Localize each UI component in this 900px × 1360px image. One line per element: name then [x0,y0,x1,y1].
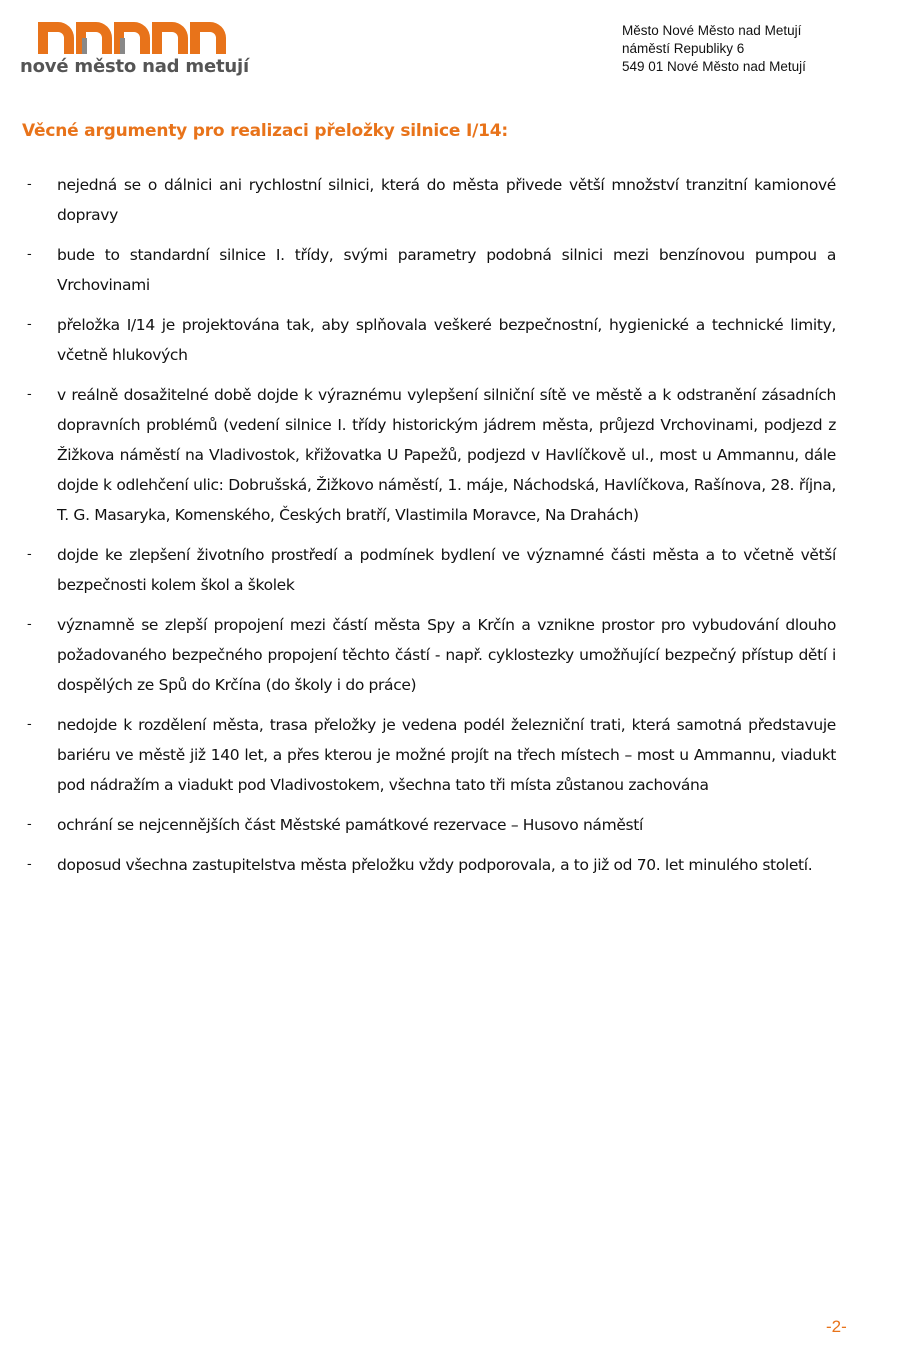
logo [20,18,260,80]
list-item [22,170,836,230]
list-item [22,850,836,880]
list-item-text: bude to standardní silnice I. třídy, svými parametry podobná silnici mezi benzínovou pumpou a Vrchovinami [57,246,836,294]
list-item-text: ochrání se nejcennějších část Městské památkové rezervace – Husovo náměstí [57,816,643,834]
address-line: Město Nové Město nad Metují [622,23,802,38]
list-item-text: dojde ke zlepšení životního prostředí a podmínek bydlení ve významné části města a to včetně větší bezpečnosti kolem škol a školek [57,546,836,594]
section-heading: Věcné argumenty pro realizaci přeložky silnice I/14: [22,121,508,141]
list-item [22,310,836,370]
list-dash: - [27,547,32,562]
argument-list [22,170,836,890]
logo-text: nové město nad metují [20,56,249,77]
list-dash: - [27,617,32,632]
list-item [22,380,836,530]
list-dash: - [27,317,32,332]
list-item [22,540,836,600]
list-item-text: doposud všechna zastupitelstva města přeložku vždy podporovala, a to již od 70. let minulého století. [57,856,813,874]
page-number: -2- [826,1317,847,1336]
list-item-text: v reálně dosažitelné době dojde k výraznému vylepšení silniční sítě ve městě a k odstranění zásadních dopravních problémů (vedení silnice I. třídy historickým jádrem města, průjezd Vrchovinami, podjezd z Žižkova náměstí na Vladivostok, křižovatka U Papežů, podjezd v Havlíčkově ul., most u Ammannu, dále dojde k odlehčení ulic: Dobrušská, Žižkovo náměstí, 1. máje, Náchodská, Havlíčkova, Rašínova, 28. října, T. G. Masaryka, Komenského, Českých bratří, Vlastimila Moravce, Na Drahách) [57,386,836,524]
list-dash: - [27,387,32,402]
list-item [22,810,836,840]
address-block [622,22,806,76]
list-dash: - [27,817,32,832]
list-item-text: nejedná se o dálnici ani rychlostní silnici, která do města přivede větší množství tranzitní kamionové dopravy [57,176,836,224]
list-dash: - [27,857,32,872]
list-item [22,240,836,300]
list-item-text: nedojde k rozdělení města, trasa přeložky je vedena podél železniční trati, která samotná představuje bariéru ve městě již 140 let, a přes kterou je možné projít na třech místech – most u Ammannu, viadukt pod nádražím a viadukt pod Vladivostokem, všechna tato tři místa zůstanou zachována [57,716,836,794]
list-item-text: přeložka I/14 je projektována tak, aby splňovala veškeré bezpečnostní, hygienické a technické limity, včetně hlukových [57,316,836,364]
list-item [22,610,836,700]
list-dash: - [27,177,32,192]
list-dash: - [27,247,32,262]
address-line: 549 01 Nové Město nad Metují [622,59,806,74]
list-item [22,710,836,800]
logo-mark [38,18,238,54]
list-item-text: významně se zlepší propojení mezi částí města Spy a Krčín a vznikne prostor pro vybudování dlouho požadovaného bezpečného propojení těchto částí - např. cyklostezky umožňující bezpečný přístup dětí i dospělých ze Spů do Krčína (do školy i do práce) [57,616,836,694]
list-dash: - [27,717,32,732]
address-line: náměstí Republiky 6 [622,41,745,56]
